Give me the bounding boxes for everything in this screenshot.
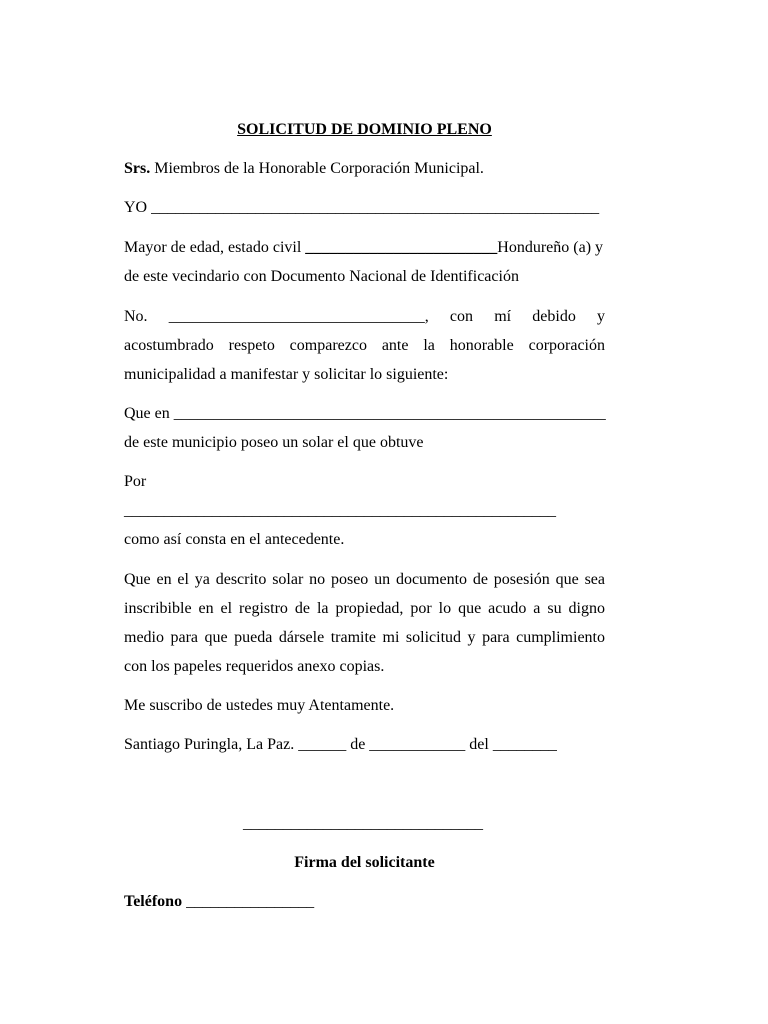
mayor-line xyxy=(124,238,603,258)
greeting-line xyxy=(124,159,484,179)
por-label: Por xyxy=(124,473,147,490)
paragraph-line-3: medio para que pueda dársele tramite mi solicitud y para cumplimiento xyxy=(124,629,605,646)
paragraph-line-2: inscribible en el registro de la propiedad, por lo que acudo a su digno xyxy=(124,600,605,617)
que-en-line: Que en ______________________________________________________ xyxy=(124,405,606,422)
greeting-bold: Srs. xyxy=(124,160,151,177)
telefono-blank: ________________ xyxy=(182,893,315,910)
municipalidad-line: municipalidad a manifestar y solicitar lo siguiente: xyxy=(124,366,449,383)
telefono-line xyxy=(124,892,314,912)
acostumbrado-line: acostumbrado respeto comparezco ante la honorable corporación xyxy=(124,337,605,354)
vecindario-line: de este vecindario con Documento Nacional de Identificación xyxy=(124,268,519,285)
no-line: No. ________________________________, con mí debido y xyxy=(124,308,605,325)
estado-civil-blank: ________________________ xyxy=(305,239,498,256)
document-title: SOLICITUD DE DOMINIO PLENO xyxy=(237,121,492,138)
telefono-label: Teléfono xyxy=(124,893,183,910)
paragraph-line-1: Que en el ya descrito solar no poseo un documento de posesión que sea xyxy=(124,571,605,588)
suscribo-line: Me suscribo de ustedes muy Atentamente. xyxy=(124,697,395,714)
mayor-text-a: Mayor de edad, estado civil xyxy=(124,239,306,256)
paragraph-line-4: con los papeles requeridos anexo copias. xyxy=(124,658,385,675)
consta-line: como así consta en el antecedente. xyxy=(124,531,345,548)
municipio-line: de este municipio poseo un solar el que obtuve xyxy=(124,434,424,451)
fecha-line: Santiago Puringla, La Paz. ______ de ____________ del ________ xyxy=(124,736,557,753)
mayor-text-b: Hondureño (a) y xyxy=(497,239,604,256)
greeting-rest: Miembros de la Honorable Corporación Municipal. xyxy=(150,160,484,177)
por-blank: ______________________________________________________ xyxy=(124,502,556,519)
signature-label: Firma del solicitante xyxy=(294,854,435,871)
signature-line: ______________________________ xyxy=(243,815,483,832)
yo-line: YO ________________________________________________________ xyxy=(124,199,600,216)
